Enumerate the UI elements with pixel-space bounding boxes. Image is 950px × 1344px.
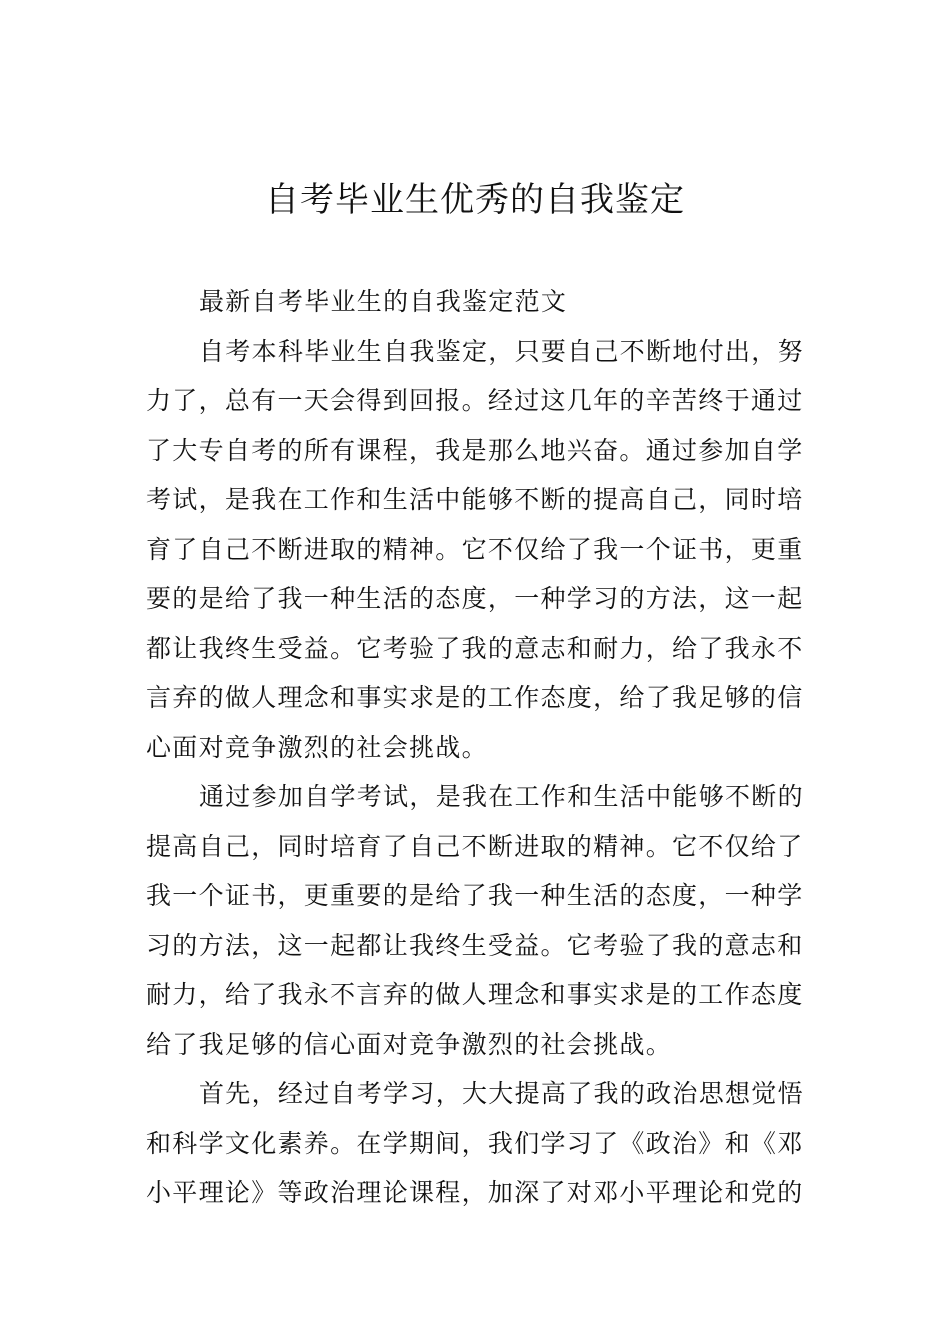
paragraph-line: 要的是给了我一种生活的态度，一种学习的方法，这一起 bbox=[146, 584, 804, 613]
paragraph-line: 考试，是我在工作和生活中能够不断的提高自己，同时培 bbox=[146, 485, 804, 514]
paragraph-line: 都让我终生受益。它考验了我的意志和耐力，给了我永不 bbox=[146, 633, 804, 663]
paragraph-line: 提高自己，同时培育了自己不断进取的精神。它不仅给了 bbox=[146, 831, 804, 861]
document-subtitle: 最新自考毕业生的自我鉴定范文 bbox=[199, 287, 568, 316]
paragraph-line: 首先，经过自考学习，大大提高了我的政治思想觉悟 bbox=[199, 1079, 804, 1108]
paragraph-line: 给了我足够的信心面对竞争激烈的社会挑战。 bbox=[146, 1029, 673, 1059]
paragraph-line: 小平理论》等政治理论课程，加深了对邓小平理论和党的 bbox=[146, 1178, 804, 1207]
paragraph-line: 言弃的做人理念和事实求是的工作态度，给了我足够的信 bbox=[146, 683, 804, 712]
paragraph-line: 我一个证书，更重要的是给了我一种生活的态度，一种学 bbox=[146, 881, 804, 910]
paragraph-line: 了大专自考的所有课程，我是那么地兴奋。通过参加自学 bbox=[146, 435, 804, 465]
paragraph-line: 心面对竞争激烈的社会挑战。 bbox=[146, 732, 488, 762]
paragraph-line: 耐力，给了我永不言弃的做人理念和事实求是的工作态度 bbox=[146, 980, 804, 1009]
document-body bbox=[146, 277, 806, 1218]
document-title: 自考毕业生优秀的自我鉴定 bbox=[265, 180, 685, 220]
paragraph-line: 习的方法，这一起都让我终生受益。它考验了我的意志和 bbox=[146, 930, 804, 960]
paragraph-line: 力了，总有一天会得到回报。经过这几年的辛苦终于通过 bbox=[146, 386, 804, 415]
paragraph-line: 自考本科毕业生自我鉴定，只要自己不断地付出，努 bbox=[199, 336, 804, 366]
paragraph-line: 育了自己不断进取的精神。它不仅给了我一个证书，更重 bbox=[146, 534, 804, 564]
paragraph-line: 通过参加自学考试，是我在工作和生活中能够不断的 bbox=[199, 782, 804, 811]
paragraph-line: 和科学文化素养。在学期间，我们学习了《政治》和《邓 bbox=[146, 1128, 804, 1158]
